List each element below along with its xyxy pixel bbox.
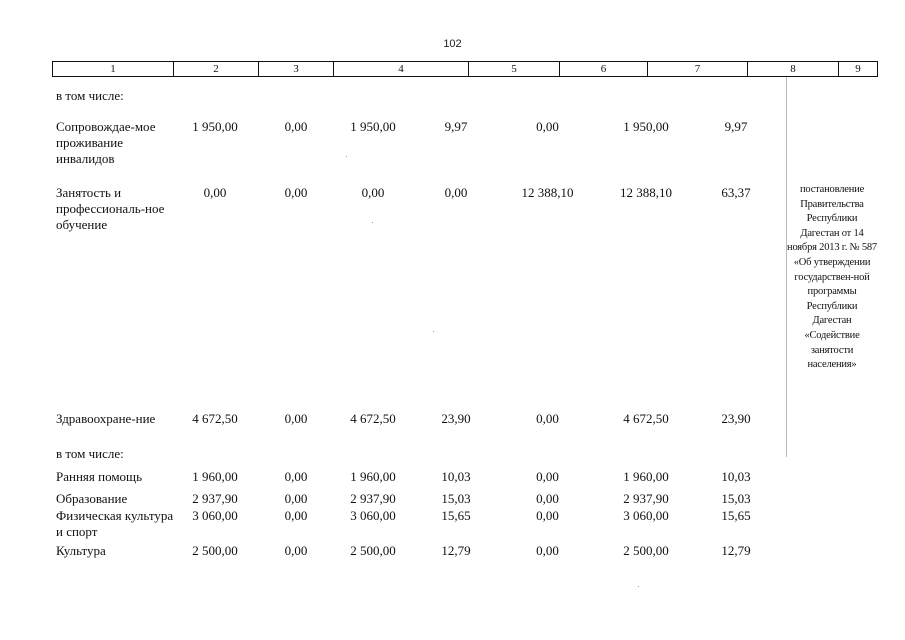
cell-col-6: 0,00 — [536, 508, 559, 523]
cell-col-4: 1 960,00 — [350, 469, 396, 484]
cell-col-6: 0,00 — [536, 491, 559, 506]
row-label: Сопровождае-мое проживание инвалидов — [56, 119, 156, 166]
cell-col-7: 1 950,00 — [623, 119, 669, 134]
cell-col-5: 15,65 — [441, 508, 471, 523]
cell-col-5: 15,03 — [441, 491, 471, 506]
row-label: в том числе: — [56, 88, 124, 103]
cell-col-2: 0,00 — [203, 185, 227, 200]
cell-col-7: 3 060,00 — [623, 508, 669, 523]
cell-col-4: 2 500,00 — [350, 543, 396, 558]
header-col-8: 8 — [748, 62, 839, 76]
page-number: 102 — [443, 38, 462, 50]
header-col-2: 2 — [174, 62, 259, 76]
cell-col-6: 0,00 — [536, 119, 559, 134]
cell-col-3: 0,00 — [284, 543, 308, 558]
cell-col-8: 15,65 — [721, 508, 751, 523]
cell-col-3: 0,00 — [284, 508, 308, 523]
row-label: Ранняя помощь — [56, 469, 142, 484]
table-header — [52, 61, 878, 77]
row-label: Физическая культура и спорт — [56, 508, 174, 539]
cell-col-3: 0,00 — [284, 469, 308, 484]
header-col-5: 5 — [469, 62, 560, 76]
cell-col-2: 2 500,00 — [192, 543, 238, 558]
cell-col-3: 0,00 — [284, 411, 308, 426]
cell-col-3: 0,00 — [284, 491, 308, 506]
cell-col-8: 23,90 — [721, 411, 751, 426]
cell-col-4: 2 937,90 — [350, 491, 396, 506]
row-label: Образование — [56, 491, 128, 506]
cell-col-8: 10,03 — [721, 469, 751, 484]
scan-speck — [433, 331, 434, 332]
header-col-3: 3 — [259, 62, 334, 76]
cell-col-5: 23,90 — [441, 411, 471, 426]
row-label: Культура — [56, 543, 106, 558]
row-label: Здравоохране-ние — [56, 411, 156, 426]
header-col-9: 9 — [855, 63, 861, 75]
cell-col-7: 12 388,10 — [620, 185, 672, 200]
row-label: Занятость и профессиональ-ное обучение — [56, 185, 165, 232]
cell-col-7: 2 500,00 — [623, 543, 669, 558]
cell-col-8: 63,37 — [721, 185, 751, 200]
header-col-6: 6 — [560, 62, 648, 76]
cell-col-8: 12,79 — [721, 543, 751, 558]
cell-col-2: 2 937,90 — [192, 491, 238, 506]
scan-speck — [638, 586, 639, 587]
header-col-1: 1 — [53, 62, 174, 76]
cell-col-5: 10,03 — [441, 469, 471, 484]
cell-col-6: 0,00 — [536, 411, 559, 426]
cell-col-6: 0,00 — [536, 469, 559, 484]
cell-col-4: 3 060,00 — [350, 508, 396, 523]
cell-col-2: 1 950,00 — [192, 119, 238, 134]
legal-basis-note: постановление Правительства Республики Дагестан от 14 ноября 2013 г. № 587 «Об утверждении государствен-ной программы Республики Дагестан «Содействие занятости населения» — [787, 184, 877, 371]
cell-col-8: 9,97 — [724, 119, 748, 134]
cell-col-5: 12,79 — [441, 543, 471, 558]
cell-col-2: 1 960,00 — [192, 469, 238, 484]
header-col-4: 4 — [334, 62, 469, 76]
scan-speck — [346, 156, 347, 157]
cell-col-2: 3 060,00 — [192, 508, 238, 523]
cell-col-4: 0,00 — [361, 185, 385, 200]
cell-col-8: 15,03 — [721, 491, 751, 506]
cell-col-4: 4 672,50 — [350, 411, 396, 426]
cell-col-7: 2 937,90 — [623, 491, 669, 506]
cell-col-7: 4 672,50 — [623, 411, 669, 426]
cell-col-6: 0,00 — [536, 543, 559, 558]
cell-col-4: 1 950,00 — [350, 119, 396, 134]
header-col-7: 7 — [648, 62, 748, 76]
cell-col-7: 1 960,00 — [623, 469, 669, 484]
cell-col-6: 12 388,10 — [521, 185, 574, 200]
scan-speck — [372, 222, 373, 223]
row-label: в том числе: — [56, 446, 124, 461]
cell-col-3: 0,00 — [284, 185, 308, 200]
cell-col-5: 9,97 — [444, 119, 468, 134]
cell-col-2: 4 672,50 — [192, 411, 238, 426]
cell-col-5: 0,00 — [444, 185, 468, 200]
cell-col-3: 0,00 — [284, 119, 308, 134]
